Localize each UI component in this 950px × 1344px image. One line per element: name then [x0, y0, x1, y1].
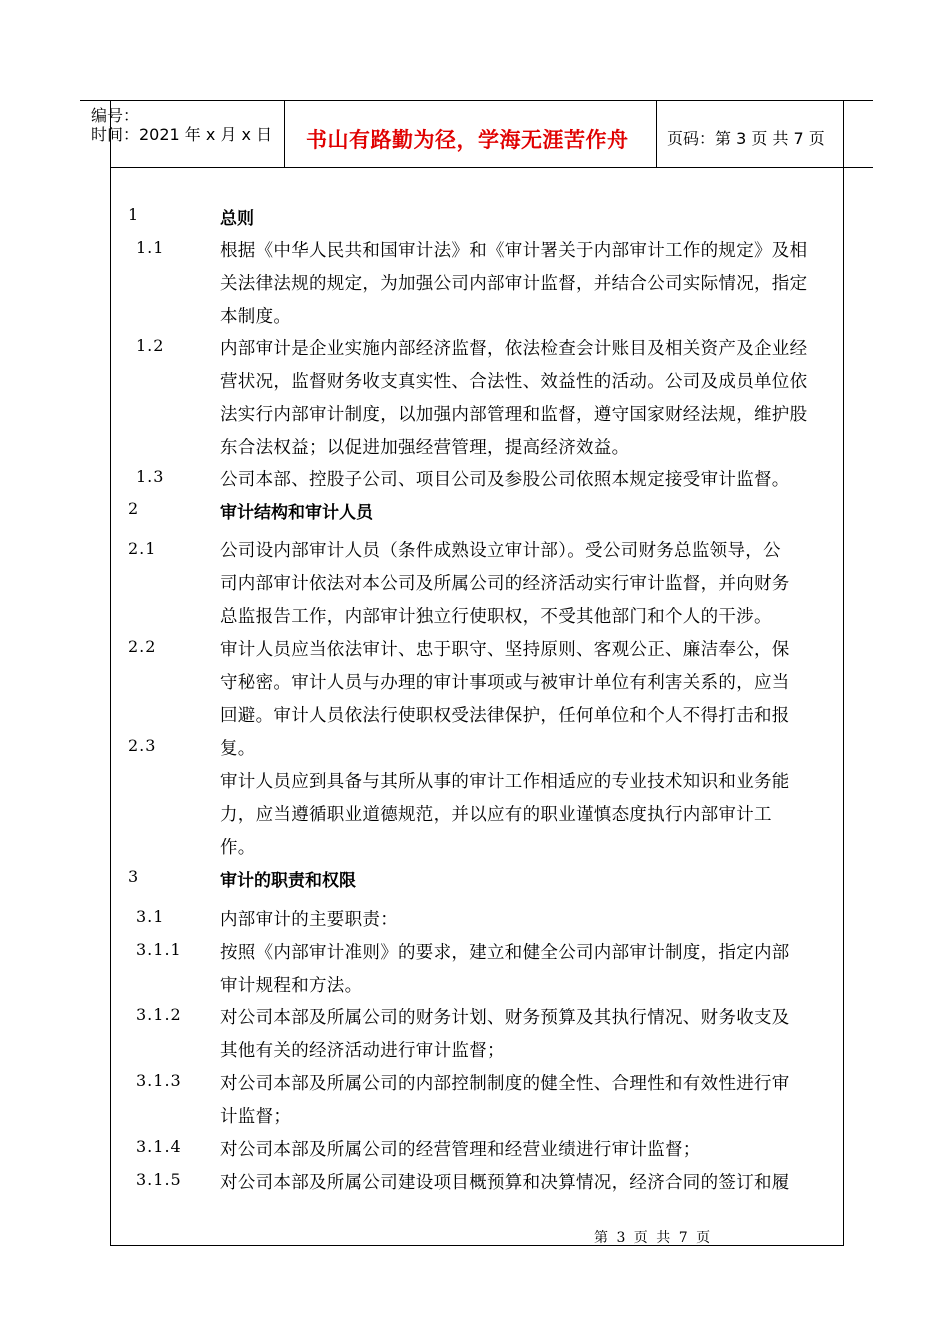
- section-number: 2: [128, 499, 140, 518]
- clause-line: 法实行内部审计制度，以加强内部管理和监督，遵守国家财经法规，维护股: [220, 405, 808, 425]
- clause-number: 3.1.1: [136, 940, 182, 959]
- header-bottom-border: [110, 167, 873, 168]
- clause-line: 司内部审计依法对本公司及所属公司的经济活动实行审计监督，并向财务: [220, 574, 790, 594]
- clause-number: 3.1.4: [136, 1137, 182, 1156]
- clause-line: 本制度。: [220, 307, 292, 327]
- clause-number: 1.1: [136, 238, 165, 257]
- document-date: 时间：2021 年 x 月 x 日: [91, 125, 273, 144]
- clause-line: 其他有关的经济活动进行审计监督；: [220, 1041, 505, 1061]
- clause-line: 东合法权益；以促进加强经营管理，提高经济效益。: [220, 438, 630, 458]
- clause-line: 计监督；: [220, 1107, 292, 1127]
- clause-number: 1.3: [136, 467, 165, 486]
- clause-number: 3.1.2: [136, 1005, 182, 1024]
- header-divider-1: [284, 100, 285, 167]
- clause-line: 对公司本部及所属公司的内部控制制度的健全性、合理性和有效性进行审: [220, 1074, 790, 1094]
- clause-line: 关法律法规的规定，为加强公司内部审计监督，并结合公司实际情况，指定: [220, 274, 808, 294]
- clause-number: 3.1.3: [136, 1071, 182, 1090]
- clause-line: 对公司本部及所属公司建设项目概预算和决算情况，经济合同的签订和履: [220, 1173, 790, 1193]
- clause-line: 内部审计的主要职责：: [220, 910, 398, 930]
- page-footer: 第 3 页 共 7 页: [594, 1230, 713, 1246]
- section-title: 总则: [220, 209, 254, 229]
- section-number: 1: [128, 205, 140, 224]
- clause-line: 公司设内部审计人员（条件成熟设立审计部）。受公司财务总监领导，公: [220, 541, 781, 561]
- clause-line: 对公司本部及所属公司的经营管理和经营业绩进行审计监督；: [220, 1140, 701, 1160]
- clause-line: 审计规程和方法。: [220, 976, 363, 996]
- frame-bottom-border: [110, 1245, 844, 1246]
- clause-number: 2.1: [128, 539, 157, 558]
- document-number-label: 编号：: [91, 106, 140, 125]
- header-divider-2: [656, 100, 657, 167]
- clause-line: 营状况，监督财务收支真实性、合法性、效益性的活动。公司及成员单位依: [220, 372, 808, 392]
- clause-number: 3.1: [136, 907, 165, 926]
- clause-line: 总监报告工作，内部审计独立行使职权，不受其他部门和个人的干涉。: [220, 607, 772, 627]
- clause-line: 内部审计是企业实施内部经济监督，依法检查会计账目及相关资产及企业经: [220, 339, 808, 359]
- clause-number: 1.2: [136, 336, 165, 355]
- clause-line: 作。: [220, 838, 256, 858]
- header-motto: 书山有路勤为径，学海无涯苦作舟: [306, 128, 629, 152]
- clause-line: 回避。审计人员依法行使职权受法律保护，任何单位和个人不得打击和报: [220, 706, 790, 726]
- header-divider-3: [843, 100, 844, 167]
- clause-line: 力，应当遵循职业道德规范，并以应有的职业谨慎态度执行内部审计工: [220, 805, 772, 825]
- section-title: 审计结构和审计人员: [220, 503, 373, 523]
- section-title: 审计的职责和权限: [220, 871, 356, 891]
- clause-line: 按照《内部审计准则》的要求，建立和健全公司内部审计制度，指定内部: [220, 943, 790, 963]
- clause-line: 守秘密。审计人员与办理的审计事项或与被审计单位有利害关系的，应当: [220, 673, 790, 693]
- frame-left-border: [110, 100, 111, 1245]
- clause-number: 2.2: [128, 637, 157, 656]
- clause-number: 3.1.5: [136, 1170, 182, 1189]
- frame-right-border: [843, 167, 844, 1245]
- header-top-border: [80, 100, 873, 101]
- clause-line: 公司本部、控股子公司、项目公司及参股公司依照本规定接受审计监督。: [220, 470, 790, 490]
- clause-line: 复。: [220, 739, 256, 759]
- header-page-info: 页码：第 3 页 共 7 页: [667, 129, 825, 148]
- clause-line: 审计人员应当依法审计、忠于职守、坚持原则、客观公正、廉洁奉公，保: [220, 640, 790, 660]
- section-number: 3: [128, 867, 140, 886]
- clause-line: 对公司本部及所属公司的财务计划、财务预算及其执行情况、财务收支及: [220, 1008, 790, 1028]
- clause-number: 2.3: [128, 736, 157, 755]
- clause-line: 审计人员应到具备与其所从事的审计工作相适应的专业技术知识和业务能: [220, 772, 790, 792]
- clause-line: 根据《中华人民共和国审计法》和《审计署关于内部审计工作的规定》及相: [220, 241, 808, 261]
